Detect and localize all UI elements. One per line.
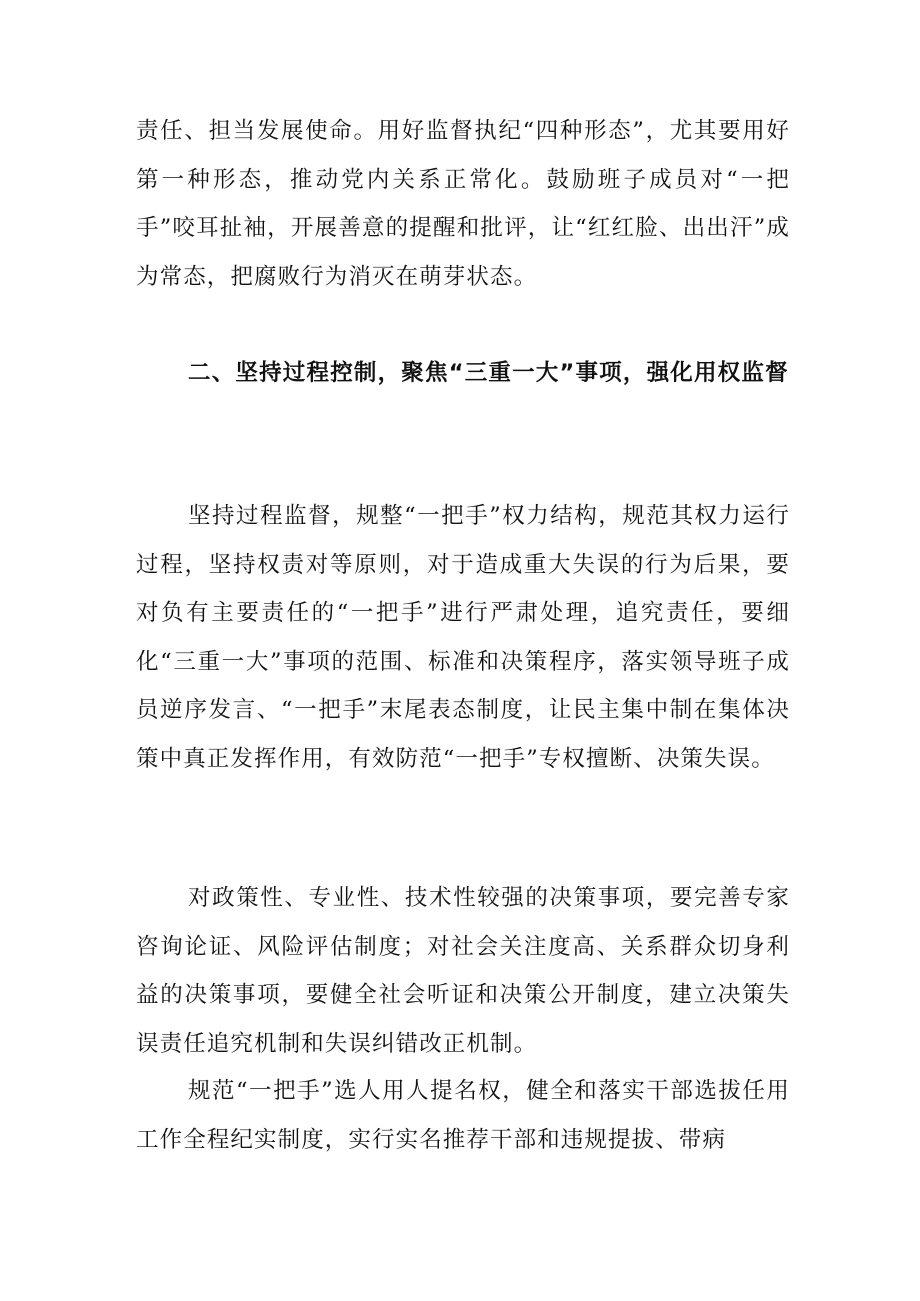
- section-heading: 二、坚持过程控制，聚焦“三重一大”事项，强化用权监督: [188, 360, 789, 386]
- body-paragraph: 对政策性、专业性、技术性较强的决策事项，要完善专家咨询论证、风险评估制度；对社会关注度高、关系群众切身利益的决策事项，要健全社会听证和决策公开制度，建立决策失误责任追究机制和失误纠错改正机制。: [136, 885, 790, 1057]
- body-paragraph: 规范“一把手”选人用人提名权，健全和落实干部选拔任用工作全程纪实制度，实行实名推荐干部和违规提拔、带病: [136, 1078, 790, 1153]
- body-paragraph: 坚持过程监督，规整“一把手”权力结构，规范其权力运行过程，坚持权责对等原则，对于造成重大失误的行为后果，要对负有主要责任的“一把手”进行严肃处理，追究责任，要细化“三重一大”事项的范围、标准和决策程序，落实领导班子成员逆序发言、“一把手”末尾表态制度，让民主集中制在集体决策中真正发挥作用，有效防范“一把手”专权擅断、决策失误。: [136, 503, 790, 772]
- body-paragraph: 责任、担当发展使命。用好监督执纪“四种形态”，尤其要用好第一种形态，推动党内关系正常化。鼓励班子成员对“一把手”咬耳扯袖，开展善意的提醒和批评，让“红红脸、出出汗”成为常态，把腐败行为消灭在萌芽状态。: [136, 118, 790, 290]
